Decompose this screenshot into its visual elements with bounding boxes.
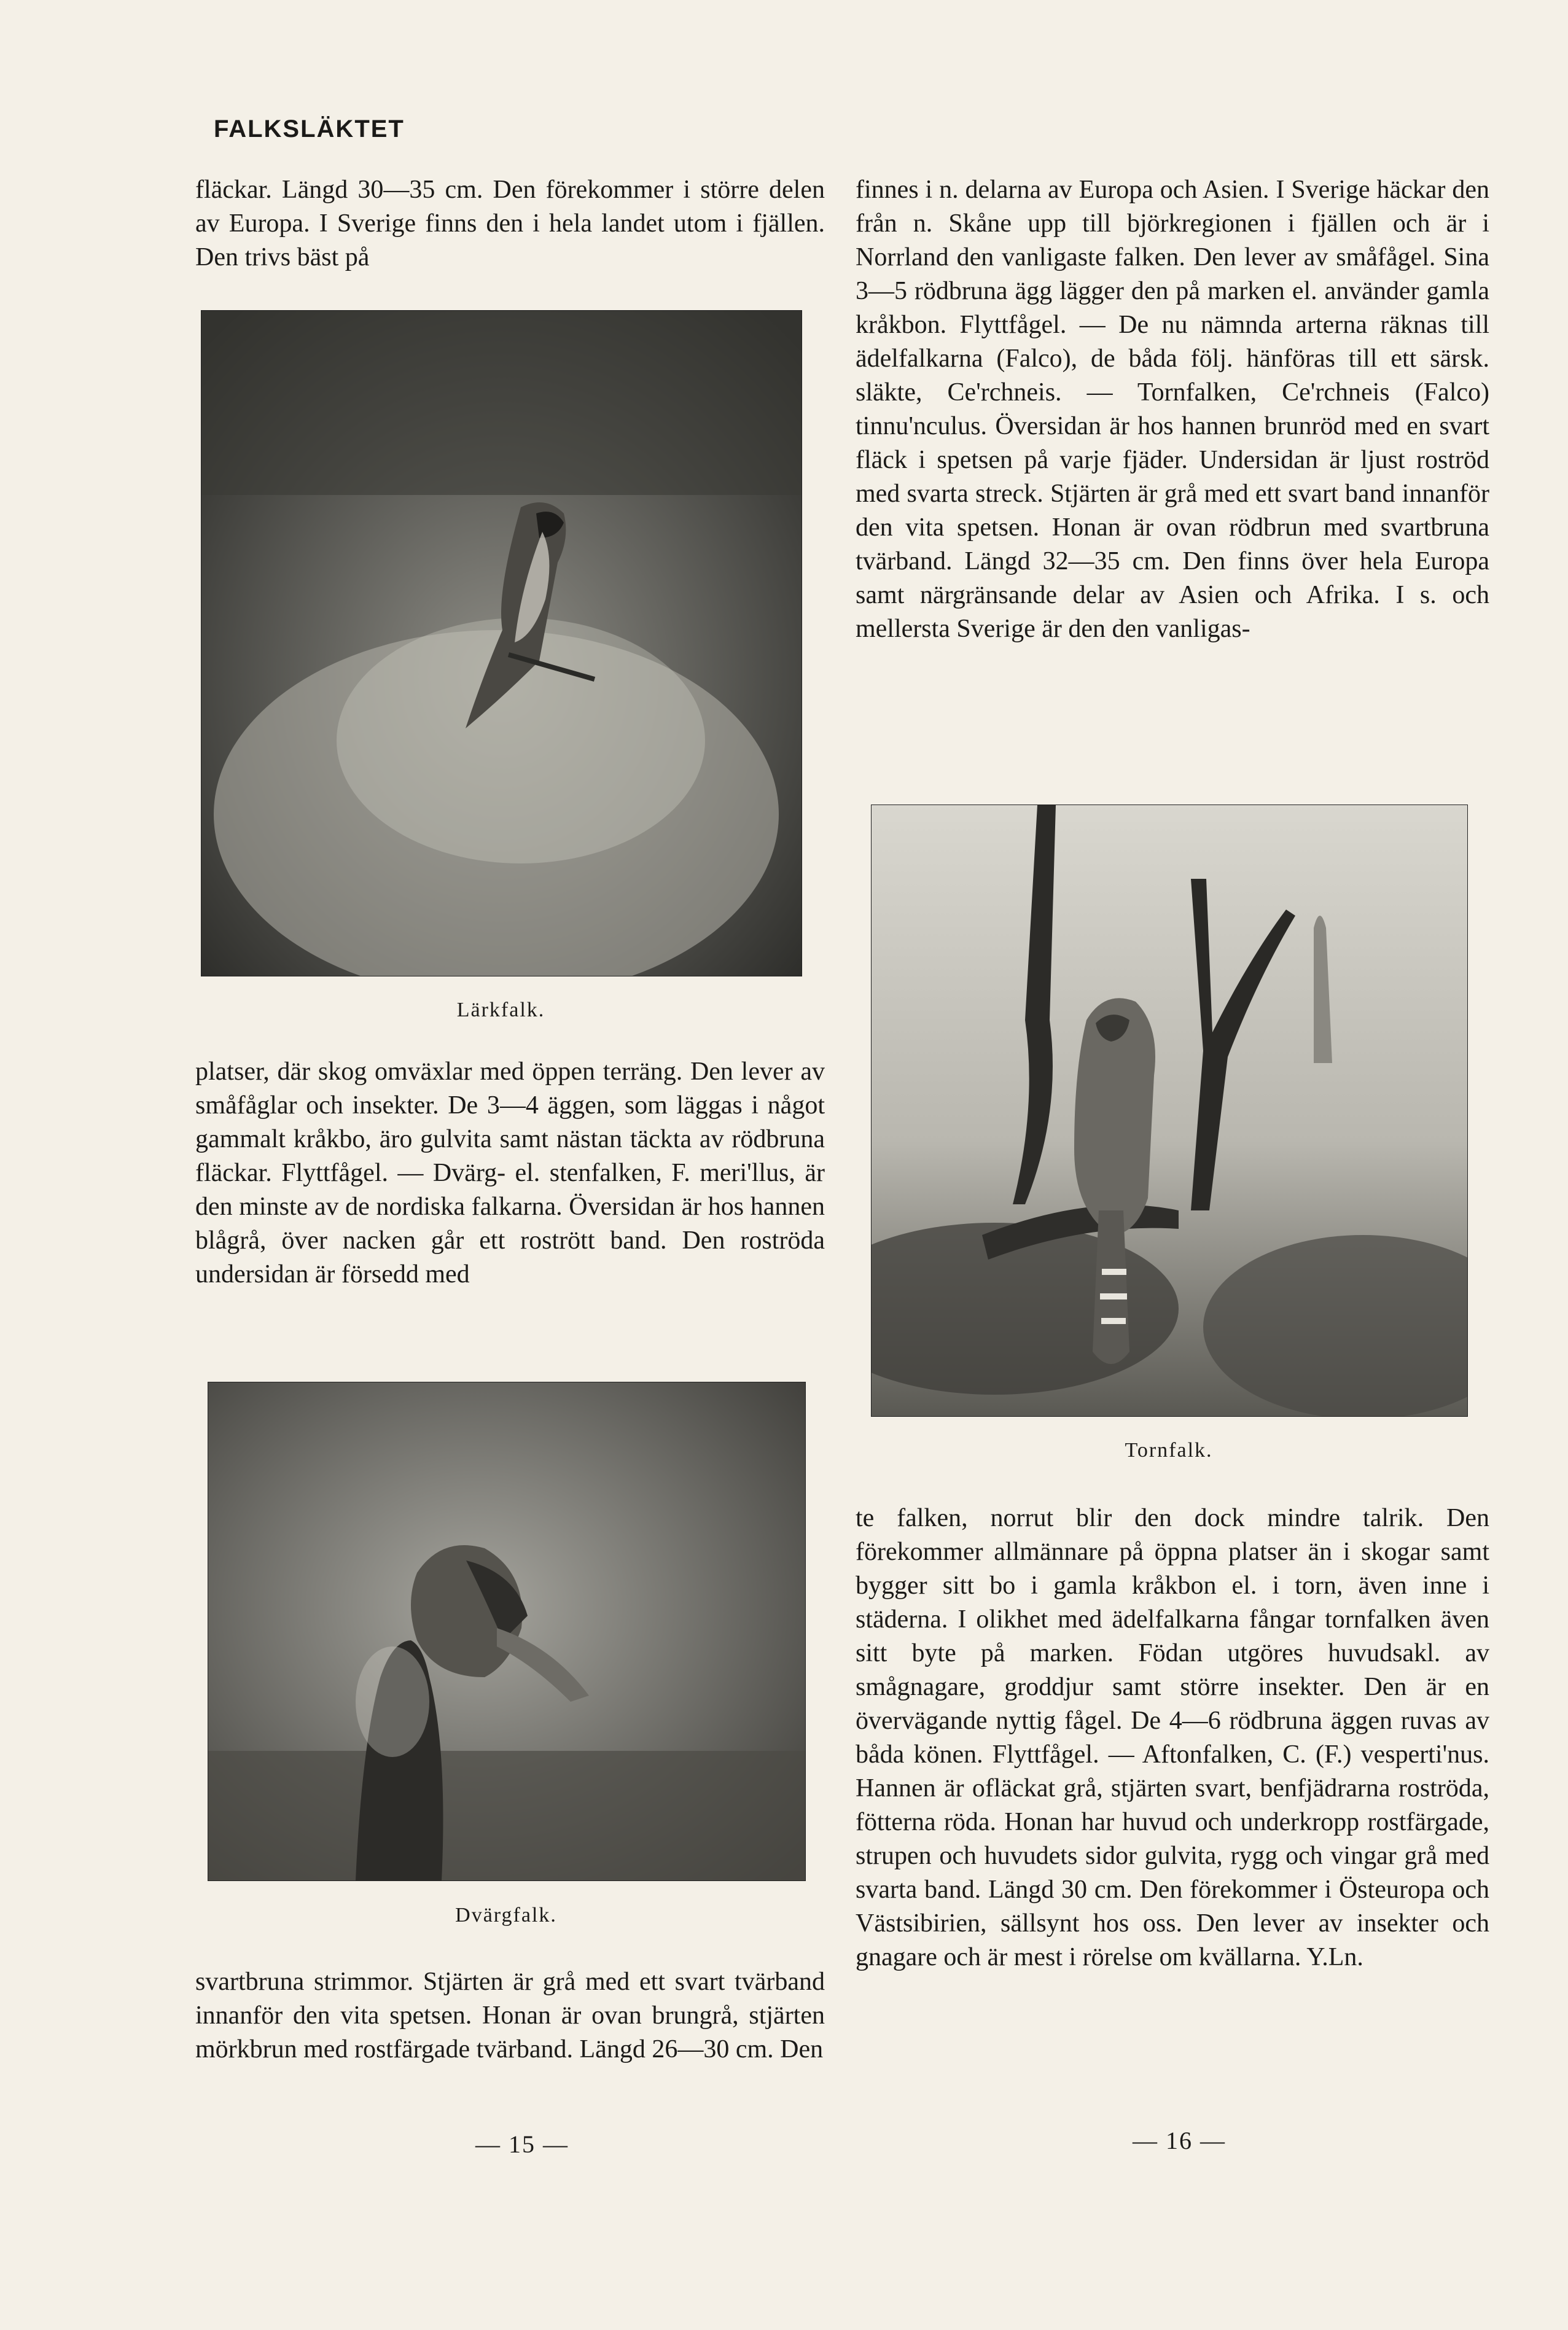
text-block-right-top: finnes i n. delarna av Europa och Asien. I Sverige häckar den från n. Skåne upp till björkregionen i fjällen och är i Norrland den vanligaste falken. Den lever av småfågel. Sina 3—5 rödbruna ägg lägger den på marken el. använder gamla kråkbon. Flyttfågel. — De nu nämnda arterna räknas till ädelfalkarna (Falco), de båda följ. hänföras till ett särsk. släkte, Ce'rchneis. — Tornfalken, Ce'rchneis (Falco) tinnu'nculus. Översidan är hos hannen brunröd med en svart fläck i spetsen på varje fjäder. Undersidan är ljust roströd med svarta streck. Stjärten är grå med ett svart band innanför den vita spetsen. Honan är ovan rödbrun med svartbruna tvärband. Längd 32—35 cm. Den finns över hela Europa samt närgränsande delar av Asien och Afrika. I s. och mellersta Sverige är den den vanligas- [856, 176, 1489, 643]
merlin-image [208, 1382, 805, 1880]
text-block-left-top: fläckar. Längd 30—35 cm. Den förekommer i större delen av Europa. I Sverige finns den i hela landet utom i fjällen. Den trivs bäst på [195, 176, 825, 271]
page-number-right: — 16 — [1133, 2127, 1226, 2154]
photo-dvargfalk [208, 1382, 806, 1881]
text-block-left-bottom: svartbruna strimmor. Stjärten är grå med ett svart tvärband innanför den vita spetsen. Honan är ovan brungrå, stjärten mörkbrun med rostfärgade tvärband. Längd 26—30 cm. Den [195, 1968, 825, 2063]
text-block-right-bottom: te falken, norrut blir den dock mindre talrik. Den förekommer allmännare på öppna platser än i skogar samt bygger sitt bo i gamla kråkbon el. i torn, även inne i städerna. I olikhet med ädelfalkarna fångar tornfalken även sitt byte på marken. Födan utgöres huvudsakl. av smågnagare, groddjur samt större insekter. Den är en övervägande nyttig fågel. De 4—6 rödbruna äggen ruvas av båda könen. Flyttfågel. — Aftonfalken, C. (F.) vesperti'nus. Hannen är ofläckat grå, stjärten svart, benfjädrarna roströda, fötterna röda. Honan har huvud och underkropp rostfärgade, strupen och huvudets sidor gulvita, rygg och vingar grå med svarta band. Längd 30 cm. Den förekommer i Östeuropa och Västsibirien, sällsynt hos oss. Den lever av insekter och gnagare och är mest i rörelse om kvällarna. Y.Ln. [856, 1504, 1489, 1971]
caption-larkfalk: Lärkfalk. [456, 999, 545, 1021]
caption-dvargfalk: Dvärgfalk. [455, 1904, 557, 1927]
photo-larkfalk [201, 310, 802, 976]
page-number-left: — 15 — [475, 2130, 569, 2158]
caption-tornfalk: Tornfalk. [1125, 1439, 1213, 1462]
lark-falcon-image [201, 311, 802, 976]
kestrel-image [872, 805, 1467, 1416]
text-block-left-middle: platser, där skog omväxlar med öppen terräng. Den lever av småfåglar och insekter. De 3—4 äggen, som läggas i något gammalt kråkbo, äro gulvita samt nästan täckta av rödbruna fläckar. Flyttfågel. — Dvärg- el. stenfalken, F. meri'llus, är den minste av de nordiska falkarna. Översidan är hos hannen blågrå, över nacken går ett rostrött band. Den roströda undersidan är försedd med [195, 1058, 825, 1288]
running-header: FALKSLÄKTET [214, 115, 405, 142]
photo-tornfalk [871, 805, 1468, 1417]
